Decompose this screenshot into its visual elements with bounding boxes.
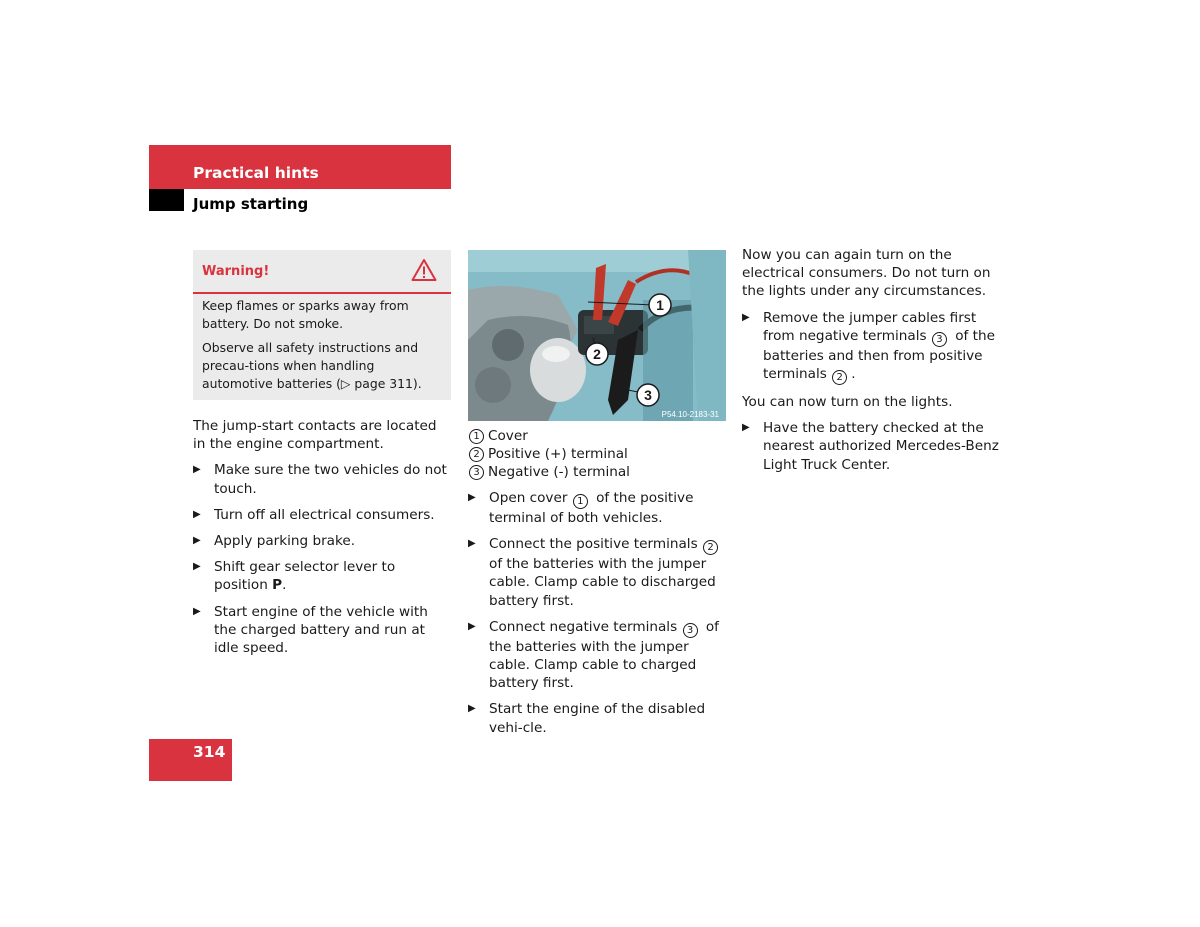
list-item (468, 489, 730, 527)
bullet-arrow-icon: ▶ (193, 561, 201, 573)
list-item (468, 618, 730, 693)
step-text: Turn off all electrical consumers. (214, 506, 435, 523)
callout-3 (637, 384, 659, 406)
warning-paragraph: Observe all safety instructions and precau-tions when handling automotive batteries (▷ page 311). (202, 340, 422, 391)
section-title: Practical hints (193, 164, 319, 182)
step-text: Remove the jumper cables first from negative terminals (763, 309, 977, 344)
figure-code: P54.10-2183-31 (661, 410, 719, 419)
step-text: of the positive terminal of both vehicles. (489, 490, 694, 526)
step-text: Connect negative terminals (489, 618, 682, 635)
step-text: Connect the positive terminals (489, 536, 702, 553)
callout-label: 3 (644, 387, 652, 403)
list-item (193, 603, 451, 658)
callout-2 (586, 343, 608, 365)
instruction-list (468, 489, 730, 737)
legend-number: 1 (469, 429, 484, 444)
warning-header (193, 250, 451, 294)
step-text: Have the battery checked at the nearest authorized Mercedes-Benz Light Truck Center. (763, 420, 999, 473)
step-text: of the batteries with the jumper cable. Clamp cable to charged battery first. (489, 618, 719, 692)
ref-number: 2 (703, 540, 718, 555)
bullet-arrow-icon: ▶ (468, 620, 476, 632)
step-text: Start engine of the vehicle with the charged battery and run at idle speed. (214, 603, 428, 657)
callout-label: 1 (656, 297, 664, 313)
bullet-arrow-icon: ▶ (468, 492, 476, 503)
ref-number: 3 (932, 332, 947, 347)
step-text: . (851, 366, 856, 383)
figure-legend (468, 427, 730, 482)
column-2 (468, 489, 730, 745)
legend-number: 3 (469, 465, 484, 480)
instruction-list (742, 309, 1004, 385)
step-text: . (282, 577, 287, 594)
callout-1 (649, 294, 671, 316)
list-item (193, 532, 451, 550)
legend-number: 2 (469, 447, 484, 462)
step-text: Apply parking brake. (214, 533, 356, 550)
body-text: You can now turn on the lights. (742, 394, 953, 411)
warning-body (202, 297, 444, 399)
step-text: of the batteries and then from positive terminals (763, 327, 995, 383)
step-text: Make sure the two vehicles do not touch. (214, 462, 447, 497)
warning-triangle-icon (411, 258, 437, 282)
bullet-arrow-icon: ▶ (193, 535, 201, 547)
bullet-arrow-icon: ▶ (468, 538, 476, 550)
ref-number: 1 (573, 494, 588, 509)
list-item (193, 461, 451, 497)
column-3 (742, 246, 1004, 482)
engine-compartment-figure (468, 250, 726, 421)
step-text: Open cover (489, 490, 572, 506)
list-item (193, 506, 451, 524)
step-text: of the batteries with the jumper cable. Clamp cable to discharged battery first. (489, 556, 716, 609)
legend-item (468, 463, 730, 481)
list-item (468, 535, 730, 610)
instruction-list (742, 419, 1004, 474)
instruction-list (193, 461, 451, 657)
intro-text: Now you can again turn on the electrical consumers. Do not turn on the lights under any circumstances. (742, 247, 991, 300)
warning-paragraph: Keep flames or sparks away from battery. Do not smoke. (202, 298, 409, 331)
legend-label: Positive (+) terminal (488, 446, 628, 463)
bullet-arrow-icon: ▶ (193, 464, 201, 476)
list-item (742, 309, 1004, 385)
legend-item (468, 427, 730, 445)
subsection-marker (149, 189, 184, 211)
list-item (742, 419, 1004, 474)
bullet-arrow-icon: ▶ (193, 605, 201, 617)
ref-number: 2 (832, 370, 847, 385)
bullet-arrow-icon: ▶ (742, 311, 750, 323)
bullet-arrow-icon: ▶ (468, 703, 476, 715)
list-item (193, 558, 451, 594)
legend-label: Negative (-) terminal (488, 464, 630, 481)
subsection-title: Jump starting (193, 195, 309, 213)
legend-label: Cover (488, 428, 528, 444)
warning-box (193, 250, 451, 400)
intro-text: The jump-start contacts are located in the engine compartment. (193, 418, 437, 453)
warning-title: Warning! (202, 264, 270, 279)
gear-position: P (272, 577, 283, 594)
step-text: Start the engine of the disabled vehi-cle. (489, 701, 706, 736)
bullet-arrow-icon: ▶ (193, 508, 201, 520)
step-text: Shift gear selector lever to position (214, 559, 396, 594)
legend-item (468, 445, 730, 463)
column-1 (193, 417, 451, 665)
bullet-arrow-icon: ▶ (742, 422, 750, 434)
ref-number: 3 (683, 623, 698, 638)
callout-label: 2 (593, 346, 601, 362)
page-number: 314 (193, 743, 226, 761)
list-item (468, 700, 730, 736)
